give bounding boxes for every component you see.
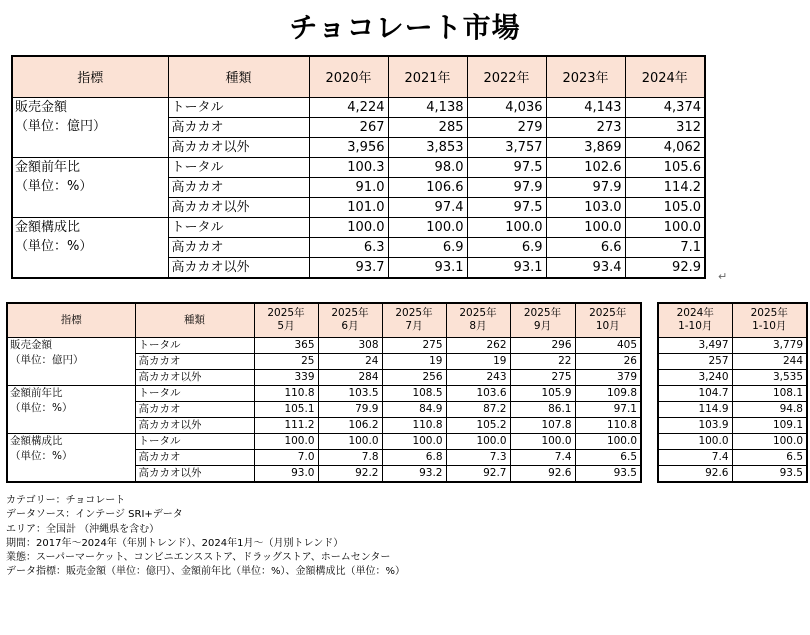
month-header-year: 2025年 [331,307,369,320]
value-cell: 365 [254,337,318,353]
page-title: チョコレート市場 [289,11,521,44]
value-cell: 79.9 [318,401,382,417]
value-cell: 84.9 [382,401,446,417]
value-cell: 101.0 [309,197,388,217]
month-header-month: 9月 [533,320,552,333]
value-cell: 22 [510,353,575,369]
value-cell: 91.0 [309,177,388,197]
type-cell: 高カカオ [168,117,309,137]
indicator-header: 指標 [12,56,168,97]
type-cell: トータル [168,97,309,117]
type-cell: 高カカオ [168,237,309,257]
type-cell: 高カカオ以外 [135,465,254,482]
value-cell: 92.6 [510,465,575,482]
indicator-label: 金額構成比 [10,434,63,447]
value-cell: 285 [388,117,467,137]
year-header: 2020年 [309,56,388,97]
table-row [658,353,807,369]
indicator-unit: （単位：%） [15,178,93,194]
value-cell: 114.9 [658,401,732,417]
value-cell: 105.9 [510,385,575,401]
value-cell: 93.5 [732,465,807,482]
table-row [658,417,807,433]
value-cell: 98.0 [388,157,467,177]
value-cell: 105.6 [625,157,705,177]
value-cell: 6.5 [575,449,641,465]
value-cell: 93.7 [309,257,388,278]
table-row [658,465,807,482]
month-header-year: 2025年 [267,307,305,320]
month-header-year: 2025年 [459,307,497,320]
value-cell: 3,869 [546,137,625,157]
value-cell: 92.2 [318,465,382,482]
indicator-cell [12,217,168,278]
value-cell: 19 [446,353,510,369]
month-header-year: 2025年 [523,307,562,320]
note-line: 業態：スーパーマーケット、コンビニエンスストア、ドラッグストア、ホームセンター [6,552,391,564]
month-header [254,303,318,337]
type-cell: トータル [135,337,254,353]
month-header-year: 2025年 [589,307,627,320]
value-cell: 103.6 [446,385,510,401]
month-header-month: 7月 [405,320,423,333]
indicator-label: 金額前年比 [10,386,63,399]
indicator-cell [12,157,168,217]
table-row [12,217,705,237]
table-row [7,385,641,401]
value-cell: 7.1 [625,237,705,257]
value-cell: 111.2 [254,417,318,433]
type-header: 種類 [168,56,309,97]
indicator-label: 販売金額 [15,99,68,115]
value-cell: 3,497 [658,337,732,353]
value-cell: 6.8 [382,449,446,465]
value-cell: 284 [318,369,382,385]
value-cell: 100.0 [575,433,641,449]
value-cell: 100.0 [625,217,705,237]
value-cell: 107.8 [510,417,575,433]
value-cell: 105.2 [446,417,510,433]
value-cell: 7.4 [658,449,732,465]
ytd-header-period: 1-10月 [678,320,713,333]
value-cell: 100.0 [546,217,625,237]
value-cell: 97.1 [575,401,641,417]
value-cell: 97.4 [388,197,467,217]
annual-market-table [11,55,706,279]
value-cell: 6.3 [309,237,388,257]
value-cell: 94.8 [732,401,807,417]
indicator-cell [12,97,168,157]
value-cell: 97.9 [467,177,546,197]
table-row [658,433,807,449]
value-cell: 24 [318,353,382,369]
value-cell: 110.8 [254,385,318,401]
year-header: 2024年 [625,56,705,97]
type-header: 種類 [135,303,254,337]
note-line: データ指標：販売金額（単位：億円）、金額前年比（単位：%）、金額構成比（単位：%） [6,566,406,578]
value-cell: 4,062 [625,137,705,157]
value-cell: 3,535 [732,369,807,385]
note-line: 期間：2017年～2024年（年別トレンド）、2024年1月～（月別トレンド） [6,537,344,549]
indicator-unit: （単位：億円） [15,118,107,134]
indicator-unit: （単位：%） [10,401,73,414]
month-header-month: 6月 [341,320,359,333]
ytd-header-period: 1-10月 [752,320,787,333]
value-cell: 108.5 [382,385,446,401]
year-header: 2023年 [546,56,625,97]
year-header: 2021年 [388,56,467,97]
value-cell: 6.9 [467,237,546,257]
value-cell: 100.0 [254,433,318,449]
ytd-header-row [658,303,807,337]
value-cell: 26 [575,353,641,369]
indicator-unit: （単位：億円） [10,353,84,366]
value-cell: 379 [575,369,641,385]
value-cell: 93.5 [575,465,641,482]
value-cell: 86.1 [510,401,575,417]
type-cell: 高カカオ [135,401,254,417]
value-cell: 103.0 [546,197,625,217]
value-cell: 244 [732,353,807,369]
value-cell: 308 [318,337,382,353]
value-cell: 4,143 [546,97,625,117]
table-row [658,369,807,385]
table-row [12,97,705,117]
month-header [510,303,575,337]
month-header-month: 8月 [469,320,487,333]
month-header-month: 10月 [595,320,620,333]
value-cell: 110.8 [575,417,641,433]
monthly-market-table [6,302,642,483]
value-cell: 100.0 [388,217,467,237]
value-cell: 93.2 [382,465,446,482]
value-cell: 6.9 [388,237,467,257]
type-cell: 高カカオ [168,177,309,197]
ytd-header [732,303,807,337]
value-cell: 103.9 [658,417,732,433]
ytd-header [658,303,732,337]
type-cell: 高カカオ [135,353,254,369]
type-cell: 高カカオ以外 [135,417,254,433]
value-cell: 6.6 [546,237,625,257]
value-cell: 7.3 [446,449,510,465]
type-cell: 高カカオ [135,449,254,465]
value-cell: 97.5 [467,157,546,177]
value-cell: 279 [467,117,546,137]
indicator-cell [7,385,135,433]
value-cell: 93.4 [546,257,625,278]
indicator-cell [7,433,135,482]
value-cell: 102.6 [546,157,625,177]
table-row [658,449,807,465]
value-cell: 4,224 [309,97,388,117]
value-cell: 262 [446,337,510,353]
value-cell: 93.1 [388,257,467,278]
table-row [7,433,641,449]
indicator-unit: （単位：%） [15,238,93,254]
value-cell: 93.1 [467,257,546,278]
value-cell: 275 [382,337,446,353]
value-cell: 100.0 [510,433,575,449]
note-line: データソース：インテージ SRI+データ [6,509,183,521]
value-cell: 3,757 [467,137,546,157]
value-cell: 100.0 [658,433,732,449]
value-cell: 3,853 [388,137,467,157]
note-line: エリア：全国計 （沖縄県を含む） [6,523,160,535]
note-line: カテゴリー：チョコレート [6,495,126,506]
value-cell: 106.2 [318,417,382,433]
value-cell: 257 [658,353,732,369]
value-cell: 275 [510,369,575,385]
value-cell: 110.8 [382,417,446,433]
value-cell: 6.5 [732,449,807,465]
value-cell: 103.5 [318,385,382,401]
type-cell: トータル [168,217,309,237]
value-cell: 93.0 [254,465,318,482]
value-cell: 92.7 [446,465,510,482]
indicator-unit: （単位：%） [10,449,73,462]
month-header-month: 5月 [277,320,295,333]
value-cell: 339 [254,369,318,385]
month-header-year: 2025年 [395,307,433,320]
type-cell: 高カカオ以外 [168,197,309,217]
type-cell: 高カカオ以外 [168,257,309,278]
value-cell: 100.0 [318,433,382,449]
value-cell: 100.0 [382,433,446,449]
ytd-header-year: 2024年 [676,307,714,320]
value-cell: 4,374 [625,97,705,117]
value-cell: 4,036 [467,97,546,117]
value-cell: 7.8 [318,449,382,465]
value-cell: 100.0 [309,217,388,237]
value-cell: 97.9 [546,177,625,197]
value-cell: 92.9 [625,257,705,278]
notes [6,494,405,580]
value-cell: 106.6 [388,177,467,197]
annual-header-row [12,56,705,97]
value-cell: 3,779 [732,337,807,353]
value-cell: 312 [625,117,705,137]
return-mark: ↵ [718,270,728,283]
month-header [318,303,382,337]
indicator-label: 金額前年比 [15,159,81,175]
value-cell: 273 [546,117,625,137]
value-cell: 296 [510,337,575,353]
type-cell: トータル [135,385,254,401]
value-cell: 100.3 [309,157,388,177]
value-cell: 108.1 [732,385,807,401]
value-cell: 100.0 [732,433,807,449]
value-cell: 7.4 [510,449,575,465]
value-cell: 105.1 [254,401,318,417]
value-cell: 19 [382,353,446,369]
value-cell: 105.0 [625,197,705,217]
value-cell: 100.0 [467,217,546,237]
type-cell: 高カカオ以外 [135,369,254,385]
value-cell: 87.2 [446,401,510,417]
value-cell: 3,240 [658,369,732,385]
value-cell: 405 [575,337,641,353]
ytd-header-year: 2025年 [750,307,788,320]
month-header [575,303,641,337]
value-cell: 4,138 [388,97,467,117]
year-header: 2022年 [467,56,546,97]
indicator-label: 販売金額 [10,338,52,351]
table-row [7,337,641,353]
type-cell: 高カカオ以外 [168,137,309,157]
indicator-header: 指標 [7,303,135,337]
value-cell: 25 [254,353,318,369]
table-row [12,157,705,177]
month-header [446,303,510,337]
indicator-cell [7,337,135,385]
type-cell: トータル [135,433,254,449]
table-row [658,385,807,401]
value-cell: 256 [382,369,446,385]
indicator-label: 金額構成比 [15,219,81,235]
value-cell: 104.7 [658,385,732,401]
month-header [382,303,446,337]
ytd-market-table [657,302,808,483]
value-cell: 100.0 [446,433,510,449]
value-cell: 97.5 [467,197,546,217]
value-cell: 114.2 [625,177,705,197]
type-cell: トータル [168,157,309,177]
value-cell: 109.1 [732,417,807,433]
value-cell: 243 [446,369,510,385]
table-row [658,401,807,417]
value-cell: 267 [309,117,388,137]
monthly-header-row [7,303,641,337]
table-row [658,337,807,353]
value-cell: 109.8 [575,385,641,401]
value-cell: 7.0 [254,449,318,465]
value-cell: 92.6 [658,465,732,482]
value-cell: 3,956 [309,137,388,157]
